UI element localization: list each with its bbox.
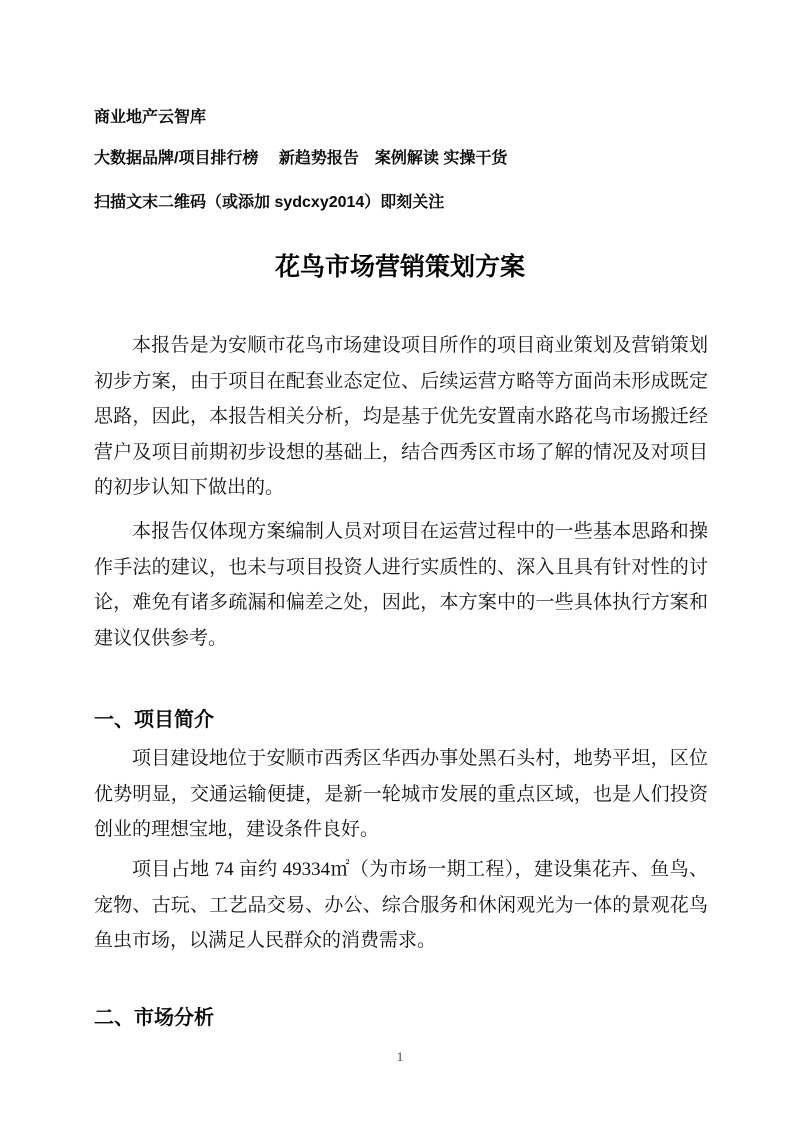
- page-number: 1: [396, 1049, 404, 1064]
- header-qrcode-note: 扫描文末二维码（或添加 sydcxy2014）即刻关注: [94, 194, 445, 211]
- section-heading-project-overview: 一、项目简介: [94, 709, 214, 731]
- intro-paragraph-2: 本报告仅体现方案编制人员对项目在运营过程中的一些基本思路和操作手法的建议，也未与项目投资人进行实质性的、深入且具有针对性的讨论，难免有诸多疏漏和偏差之处，因此，本方案中的一些具体执行方案和建议仅供参考。: [94, 521, 708, 649]
- intro-paragraph-1: 本报告是为安顺市花鸟市场建设项目所作的项目商业策划及营销策划初步方案，由于项目在配套业态定位、后续运营方略等方面尚未形成既定思路，因此，本报告相关分析，均是基于优先安置南水路花鸟市场搬迁经营户及项目前期初步设想的基础上，结合西秀区市场了解的情况及对项目的初步认知下做出的。: [94, 335, 708, 498]
- document-title: 花鸟市场营销策划方案: [274, 253, 525, 281]
- project-scale-paragraph: 项目占地 74 亩约 49334㎡（为市场一期工程），建设集花卉、鱼鸟、宠物、古玩、工艺品交易、办公、综合服务和休闲观光为一体的景观花鸟鱼虫市场，以满足人民群众的消费需求。: [94, 859, 708, 951]
- project-location-paragraph: 项目建设地位于安顺市西秀区华西办事处黑石头村，地势平坦，区位优势明显，交通运输便捷，是新一轮城市发展的重点区域，也是人们投资创业的理想宝地，建设条件良好。: [94, 748, 708, 840]
- header-tagline: 大数据品牌/项目排行榜 新趋势报告 案例解读 实操干货: [94, 150, 508, 167]
- section-heading-market-analysis: 二、市场分析: [94, 1007, 214, 1029]
- header-brand-line: 商业地产云智库: [94, 109, 207, 126]
